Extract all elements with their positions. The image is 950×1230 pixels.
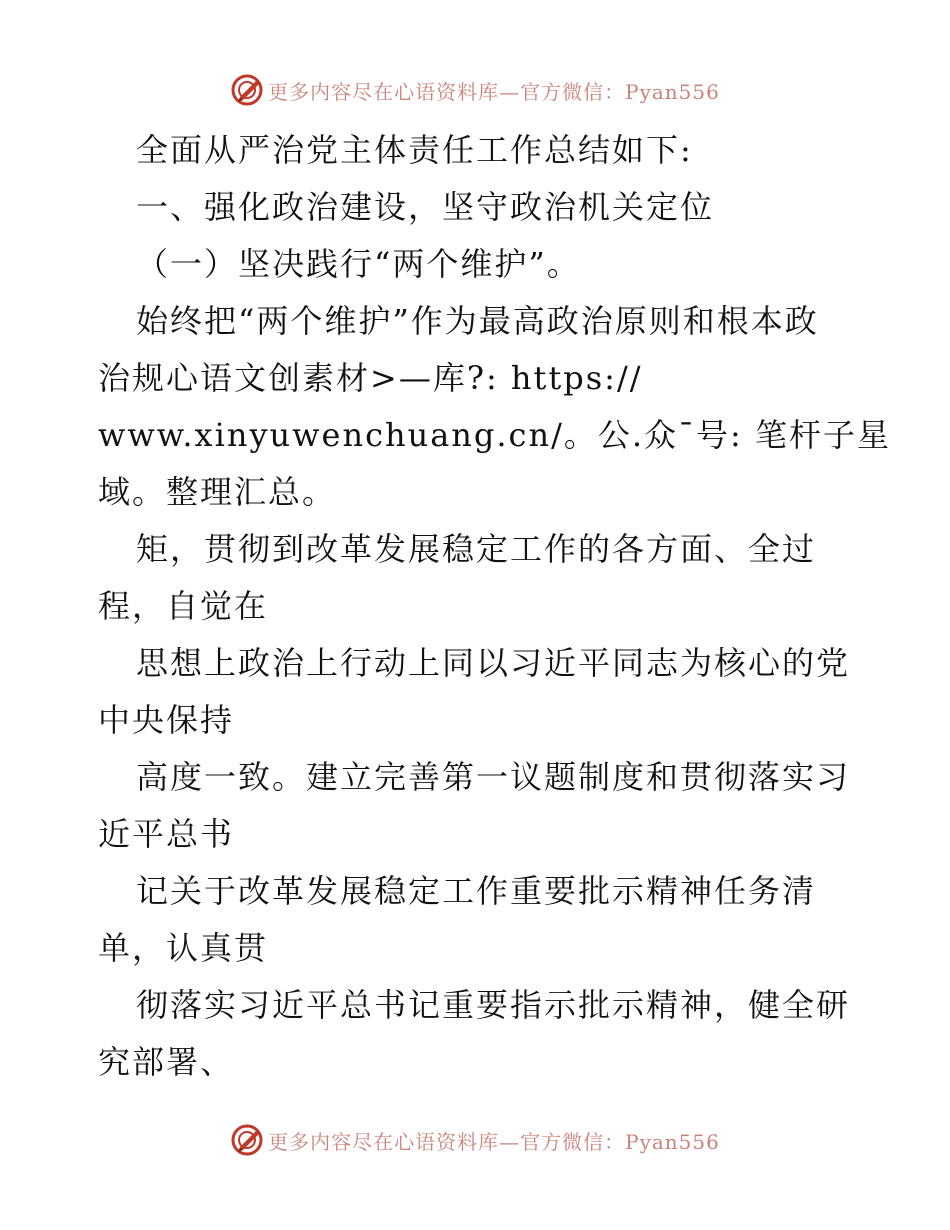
section-heading: 一、强化政治建设，坚守政治机关定位 bbox=[136, 188, 715, 226]
pen-logo-icon bbox=[230, 1123, 264, 1157]
doc-line: 高度一致。建立完善第一议题制度和贯彻落实习 bbox=[136, 758, 851, 796]
subsection-heading: （一）坚决践行“两个维护”。 bbox=[136, 245, 581, 283]
doc-line: 彻落实习近平总书记重要指示批示精神，健全研 bbox=[136, 986, 851, 1024]
doc-line: 全面从严治党主体责任工作总结如下: bbox=[136, 131, 693, 169]
pen-logo-icon bbox=[230, 73, 264, 107]
doc-line: 单，认真贯 bbox=[98, 929, 269, 967]
doc-line: 矩，贯彻到改革发展稳定工作的各方面、全过 bbox=[136, 530, 817, 568]
doc-line: 治规心语文创素材>—库?: https:// bbox=[98, 359, 643, 397]
watermark-banner-bottom bbox=[0, 1120, 950, 1160]
doc-line: 究部署、 bbox=[98, 1043, 235, 1081]
doc-line: 程，自觉在 bbox=[98, 587, 269, 625]
doc-line: 域。整理汇总。 bbox=[98, 473, 337, 511]
watermark-text: 更多内容尽在心语资料库—官方微信：Pyan556 bbox=[268, 79, 720, 104]
doc-line: 始终把“两个维护”作为最高政治原则和根本政 bbox=[136, 302, 819, 340]
watermark-banner-top bbox=[0, 70, 950, 110]
doc-line: www.xinyuwenchuang.cn/。公.众¯号: 笔杆子星 bbox=[98, 416, 891, 454]
doc-line: 中央保持 bbox=[98, 701, 235, 739]
doc-line: 思想上政治上行动上同以习近平同志为核心的党 bbox=[136, 644, 851, 682]
doc-line: 记关于改革发展稳定工作重要批示精神任务清 bbox=[136, 872, 817, 910]
doc-line: 近平总书 bbox=[98, 815, 235, 853]
document-body bbox=[98, 122, 891, 1091]
watermark-text: 更多内容尽在心语资料库—官方微信：Pyan556 bbox=[268, 1129, 720, 1154]
